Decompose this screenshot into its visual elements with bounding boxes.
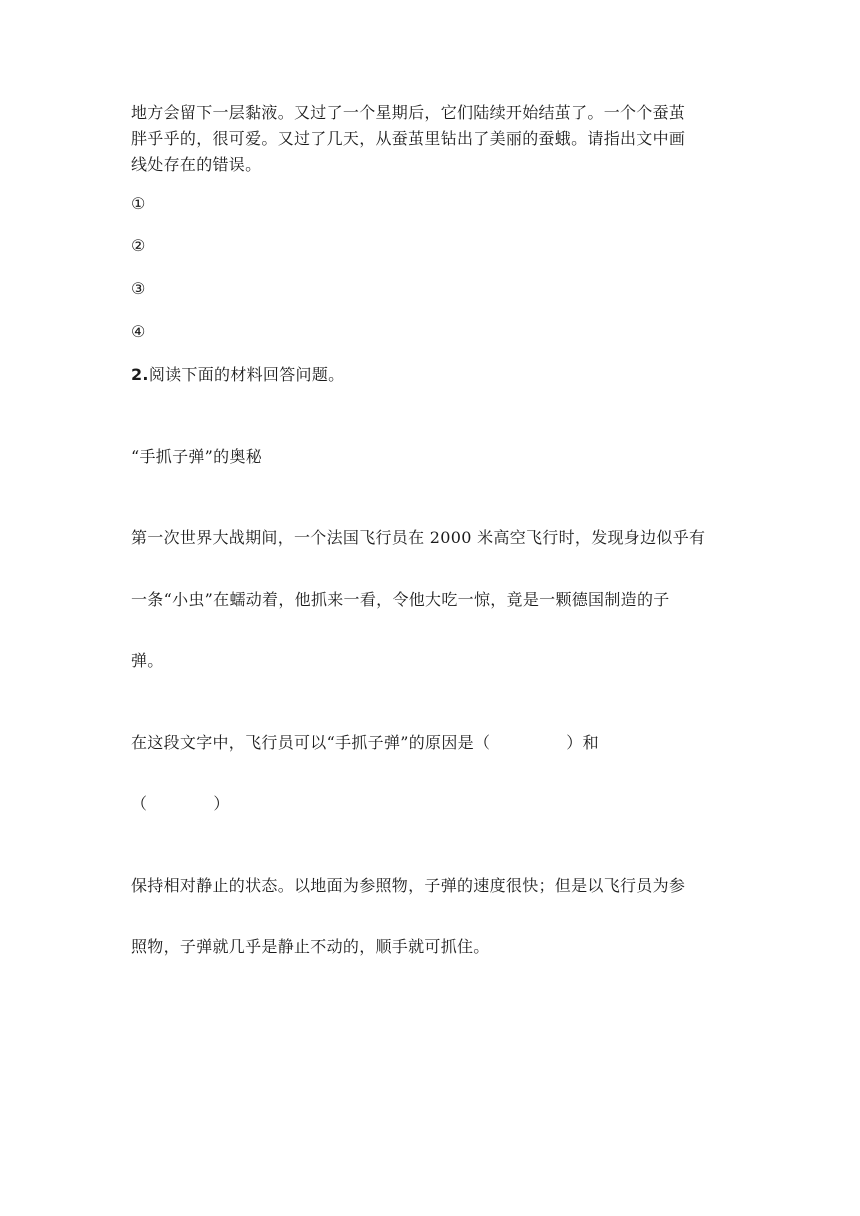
question-2-heading bbox=[131, 365, 344, 385]
answer-marker-4: ④ bbox=[131, 322, 146, 341]
intro-line-2: 胖乎乎的，很可爱。又过了几天，从蚕茧里钻出了美丽的蚕蛾。请指出文中画 bbox=[131, 129, 686, 148]
answer-marker-1: ① bbox=[131, 194, 146, 213]
passage-line-2: 一条“小虫”在蠕动着，他抓来一看，令他大吃一惊，竟是一颗德国制造的子 bbox=[131, 590, 670, 609]
passage-title: “手抓子弹”的奥秘 bbox=[131, 447, 263, 466]
blank-open-paren: （ bbox=[131, 794, 148, 813]
answer-marker-3: ③ bbox=[131, 279, 146, 298]
fill-in-prefix: 在这段文字中，飞行员可以“手抓子弹”的原因是（ bbox=[131, 733, 491, 752]
passage-line-3: 弹。 bbox=[131, 651, 164, 670]
question-prompt: 阅读下面的材料回答问题。 bbox=[148, 365, 345, 384]
blank-close-paren: ） bbox=[213, 794, 230, 813]
intro-line-3: 线处存在的错误。 bbox=[131, 155, 262, 174]
explanation-line-2: 照物，子弹就几乎是静止不动的，顺手就可抓住。 bbox=[131, 937, 490, 956]
intro-line-1: 地方会留下一层黏液。又过了一个星期后，它们陆续开始结茧了。一个个蚕茧 bbox=[131, 103, 686, 122]
passage-line-1: 第一次世界大战期间，一个法国飞行员在 2000 米高空飞行时，发现身边似乎有 bbox=[131, 528, 706, 547]
fill-in-line-1 bbox=[131, 733, 599, 753]
fill-in-suffix: ）和 bbox=[566, 733, 599, 752]
answer-marker-2: ② bbox=[131, 236, 146, 255]
question-number: 2. bbox=[131, 365, 149, 384]
explanation-line-1: 保持相对静止的状态。以地面为参照物，子弹的速度很快；但是以飞行员为参 bbox=[131, 876, 686, 895]
fill-in-line-2 bbox=[131, 794, 230, 814]
